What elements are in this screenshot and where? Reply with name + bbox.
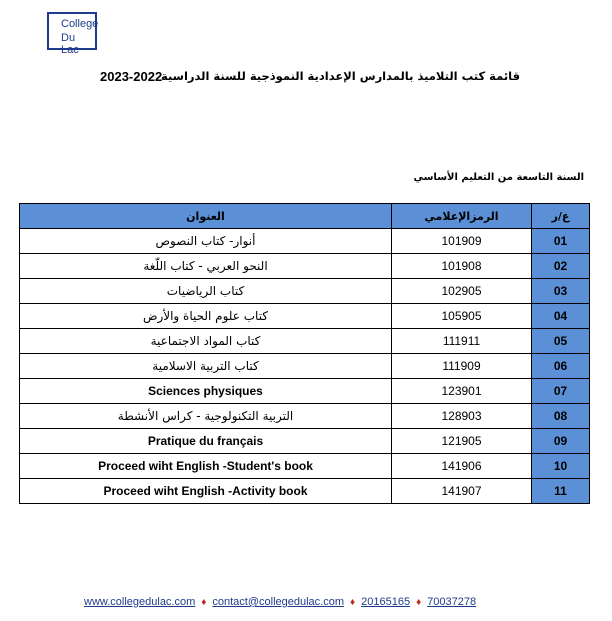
table-row bbox=[20, 254, 590, 279]
school-year: 2023-2022 bbox=[100, 69, 163, 84]
book-title: كتاب علوم الحياة والأرض bbox=[20, 304, 392, 329]
book-code: 141906 bbox=[392, 454, 532, 479]
table-row bbox=[20, 354, 590, 379]
book-title: Pratique du français bbox=[20, 429, 392, 454]
row-number: 08 bbox=[532, 404, 590, 429]
row-number: 07 bbox=[532, 379, 590, 404]
table-row bbox=[20, 229, 590, 254]
phone-2[interactable]: 70037278 bbox=[427, 596, 477, 608]
book-code: 128903 bbox=[392, 404, 532, 429]
table-header-row bbox=[20, 204, 590, 229]
table-row bbox=[20, 479, 590, 504]
book-code: 101908 bbox=[392, 254, 532, 279]
book-code: 102905 bbox=[392, 279, 532, 304]
row-number: 06 bbox=[532, 354, 590, 379]
book-code: 101909 bbox=[392, 229, 532, 254]
book-title: Proceed wiht English -Activity book bbox=[20, 479, 392, 504]
row-number: 11 bbox=[532, 479, 590, 504]
row-number: 02 bbox=[532, 254, 590, 279]
book-code: 111909 bbox=[392, 354, 532, 379]
row-number: 09 bbox=[532, 429, 590, 454]
header-title: العنوان bbox=[20, 204, 392, 229]
row-number: 10 bbox=[532, 454, 590, 479]
row-number: 05 bbox=[532, 329, 590, 354]
row-number: 01 bbox=[532, 229, 590, 254]
header-number: ع/ر bbox=[532, 204, 590, 229]
table-row bbox=[20, 329, 590, 354]
table-row bbox=[20, 429, 590, 454]
book-title: Proceed wiht English -Student's book bbox=[20, 454, 392, 479]
logo-line-2: Du Lac bbox=[61, 32, 79, 56]
book-code: 111911 bbox=[392, 329, 532, 354]
book-title: النحو العربي - كتاب اللّغة bbox=[20, 254, 392, 279]
document-header bbox=[100, 69, 520, 87]
table-row bbox=[20, 379, 590, 404]
books-table bbox=[19, 203, 590, 504]
book-title: Sciences physiques bbox=[20, 379, 392, 404]
diamond-separator-icon: ♦ bbox=[416, 597, 422, 608]
college-logo bbox=[47, 12, 99, 56]
book-title: أنوار- كتاب النصوص bbox=[20, 229, 392, 254]
book-title: كتاب الرياضيات bbox=[20, 279, 392, 304]
book-title: التربية التكنولوجية - كراس الأنشطة bbox=[20, 404, 392, 429]
book-title: كتاب المواد الاجتماعية bbox=[20, 329, 392, 354]
book-code: 121905 bbox=[392, 429, 532, 454]
row-number: 03 bbox=[532, 279, 590, 304]
row-number: 04 bbox=[532, 304, 590, 329]
footer bbox=[84, 596, 476, 608]
book-code: 105905 bbox=[392, 304, 532, 329]
diamond-separator-icon: ♦ bbox=[350, 597, 356, 608]
table-row bbox=[20, 454, 590, 479]
phone-1[interactable]: 20165165 bbox=[361, 596, 411, 608]
table-row bbox=[20, 279, 590, 304]
header-code: الرمزالإعلامي bbox=[392, 204, 532, 229]
book-code: 141907 bbox=[392, 479, 532, 504]
book-title: كتاب التربية الاسلامية bbox=[20, 354, 392, 379]
website-link[interactable]: www.collegedulac.com bbox=[84, 596, 196, 608]
document-title: قائمة كتب التلاميذ بالمدارس الإعدادية النموذجية للسنة الدراسية bbox=[160, 69, 520, 83]
email-link[interactable]: contact@collegedulac.com bbox=[212, 596, 345, 608]
logo-line-1: College bbox=[61, 18, 99, 30]
diamond-separator-icon: ♦ bbox=[201, 597, 207, 608]
book-code: 123901 bbox=[392, 379, 532, 404]
table-row bbox=[20, 304, 590, 329]
table-row bbox=[20, 404, 590, 429]
section-title: السنة التاسعة من التعليم الأساسي bbox=[413, 172, 584, 183]
